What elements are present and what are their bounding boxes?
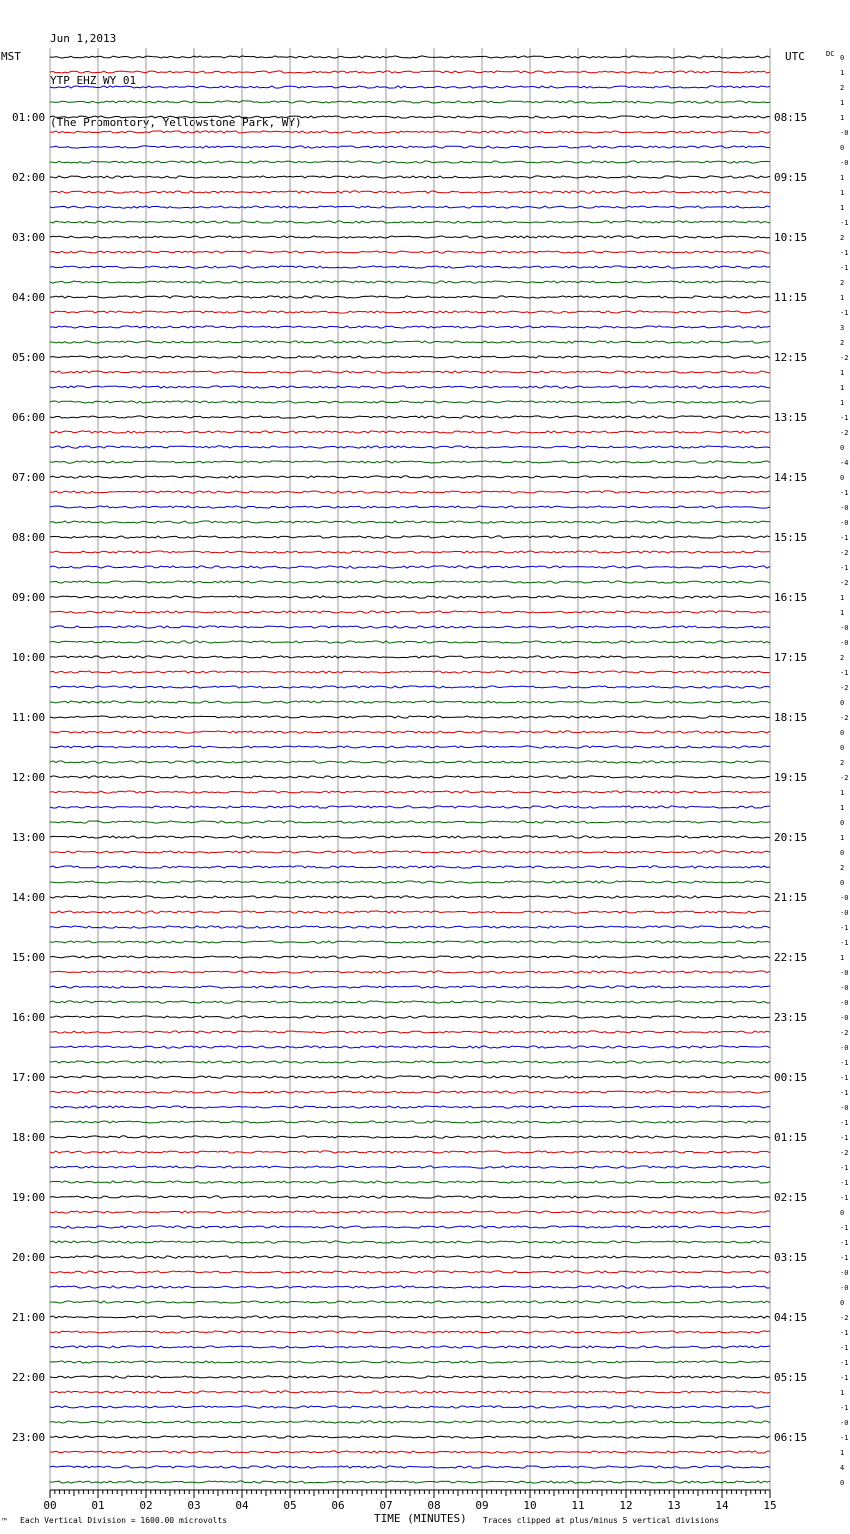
dc-value: 0 [840, 1209, 845, 1217]
dc-value: 1 [840, 174, 845, 182]
dc-value: -1 [840, 1359, 849, 1367]
dc-value: -0 [840, 969, 849, 977]
dc-value: -0 [840, 1014, 849, 1022]
dc-value: 2 [840, 759, 845, 767]
dc-value: -1 [840, 1344, 849, 1352]
dc-value: 0 [840, 1299, 845, 1307]
left-hour-label: 14:00 [12, 891, 46, 904]
dc-value: -1 [840, 264, 849, 272]
dc-value: -2 [840, 1029, 849, 1037]
trace-70 [50, 1106, 770, 1108]
trace-93 [50, 1451, 770, 1453]
corner-mark: ™ [2, 1517, 7, 1526]
x-axis-title: TIME (MINUTES) [374, 1512, 467, 1525]
right-hour-label: 20:15 [774, 831, 808, 844]
trace-59 [50, 941, 770, 943]
x-tick-label: 06 [331, 1499, 345, 1512]
trace-32 [50, 536, 770, 538]
dc-value: 0 [840, 54, 845, 62]
seismic-traces [50, 56, 770, 1483]
dc-value: 2 [840, 234, 845, 242]
left-timezone-label: MST [1, 50, 21, 63]
x-tick-label: 09 [475, 1499, 489, 1512]
dc-value: -1 [840, 1224, 849, 1232]
dc-value: -0 [840, 984, 849, 992]
trace-39 [50, 641, 770, 643]
trace-34 [50, 566, 770, 568]
time-axis [43, 1490, 776, 1512]
dc-value: -2 [840, 1149, 849, 1157]
dc-value: -1 [840, 1374, 849, 1382]
trace-17 [50, 311, 770, 313]
dc-value: -1 [840, 1119, 849, 1127]
trace-77 [50, 1211, 770, 1213]
dc-value: -1 [840, 1434, 849, 1442]
trace-56 [50, 896, 770, 898]
dc-value: -0 [840, 1044, 849, 1052]
trace-3 [50, 101, 770, 103]
trace-23 [50, 401, 770, 403]
x-tick-label: 11 [571, 1499, 585, 1512]
dc-value: 0 [840, 849, 845, 857]
trace-14 [50, 266, 770, 268]
trace-79 [50, 1241, 770, 1243]
trace-38 [50, 626, 770, 628]
trace-29 [50, 491, 770, 493]
dc-value: 0 [840, 744, 845, 752]
trace-80 [50, 1256, 770, 1258]
left-hour-label: 05:00 [12, 351, 46, 364]
dc-value: -2 [840, 354, 849, 362]
dc-value: 1 [840, 789, 845, 797]
dc-value: 0 [840, 144, 845, 152]
dc-value: -0 [840, 624, 849, 632]
dc-value: -1 [840, 669, 849, 677]
right-hour-label: 00:15 [774, 1071, 808, 1084]
dc-value: 2 [840, 84, 845, 92]
dc-value: 0 [840, 729, 845, 737]
trace-89 [50, 1391, 770, 1393]
dc-value: -1 [840, 1194, 849, 1202]
trace-68 [50, 1076, 770, 1078]
dc-value: -1 [840, 1239, 849, 1247]
trace-1 [50, 71, 770, 73]
dc-value: -1 [840, 1179, 849, 1187]
trace-82 [50, 1286, 770, 1288]
right-hour-label: 17:15 [774, 651, 808, 664]
trace-69 [50, 1091, 770, 1093]
trace-49 [50, 791, 770, 793]
dc-value: -1 [840, 219, 849, 227]
dc-value: -2 [840, 549, 849, 557]
dc-value: 0 [840, 879, 845, 887]
trace-25 [50, 431, 770, 433]
trace-40 [50, 656, 770, 658]
left-hour-label: 12:00 [12, 771, 46, 784]
trace-7 [50, 161, 770, 163]
right-hour-label: 08:15 [774, 111, 808, 124]
trace-35 [50, 581, 770, 583]
dc-value: -1 [840, 534, 849, 542]
left-hour-label: 21:00 [12, 1311, 46, 1324]
left-hour-label: 15:00 [12, 951, 46, 964]
right-hour-label: 19:15 [774, 771, 808, 784]
trace-28 [50, 476, 770, 478]
dc-value: -2 [840, 1314, 849, 1322]
trace-26 [50, 446, 770, 448]
dc-value: -1 [840, 1329, 849, 1337]
trace-8 [50, 176, 770, 178]
dc-value: 2 [840, 279, 845, 287]
trace-62 [50, 986, 770, 988]
dc-value: -0 [840, 159, 849, 167]
scale-note: Each Vertical Division = 1600.00 microvolts [20, 1516, 228, 1525]
dc-value: -1 [840, 1134, 849, 1142]
trace-51 [50, 821, 770, 823]
trace-0 [50, 56, 770, 58]
right-hour-label: 23:15 [774, 1011, 808, 1024]
dc-value: 0 [840, 699, 845, 707]
dc-value: 1 [840, 399, 845, 407]
trace-85 [50, 1331, 770, 1333]
dc-value: -2 [840, 429, 849, 437]
dc-value: 4 [840, 1464, 845, 1472]
right-hour-label: 13:15 [774, 411, 808, 424]
left-hour-label: 11:00 [12, 711, 46, 724]
trace-53 [50, 851, 770, 853]
dc-value: 0 [840, 474, 845, 482]
dc-value: -1 [840, 489, 849, 497]
x-tick-label: 07 [379, 1499, 393, 1512]
dc-value: -2 [840, 579, 849, 587]
dc-value: -0 [840, 1419, 849, 1427]
trace-33 [50, 551, 770, 553]
dc-value: -0 [840, 1269, 849, 1277]
trace-65 [50, 1031, 770, 1033]
trace-36 [50, 596, 770, 598]
dc-value: -1 [840, 939, 849, 947]
dc-value: 1 [840, 1389, 845, 1397]
trace-48 [50, 776, 770, 778]
left-hour-label: 10:00 [12, 651, 46, 664]
x-tick-label: 03 [187, 1499, 201, 1512]
dc-offset-column [826, 50, 848, 1487]
trace-44 [50, 716, 770, 718]
dc-value: 0 [840, 819, 845, 827]
trace-64 [50, 1016, 770, 1018]
dc-value: -1 [840, 309, 849, 317]
trace-30 [50, 506, 770, 508]
x-tick-label: 13 [667, 1499, 681, 1512]
right-hour-label: 04:15 [774, 1311, 808, 1324]
trace-37 [50, 611, 770, 613]
trace-81 [50, 1271, 770, 1273]
trace-18 [50, 326, 770, 328]
trace-21 [50, 371, 770, 373]
left-hour-label: 16:00 [12, 1011, 46, 1024]
left-hour-label: 13:00 [12, 831, 46, 844]
dc-value: 1 [840, 1449, 845, 1457]
dc-value: -1 [840, 924, 849, 932]
trace-52 [50, 836, 770, 838]
dc-value: -1 [840, 1074, 849, 1082]
right-timezone-label: UTC [785, 50, 805, 63]
right-hour-label: 14:15 [774, 471, 808, 484]
minute-gridlines [50, 48, 770, 1490]
trace-86 [50, 1346, 770, 1348]
dc-value: 1 [840, 189, 845, 197]
dc-value: -0 [840, 909, 849, 917]
dc-value: 2 [840, 654, 845, 662]
trace-13 [50, 251, 770, 253]
dc-value: 1 [840, 99, 845, 107]
right-hour-label: 22:15 [774, 951, 808, 964]
right-hour-label: 01:15 [774, 1131, 808, 1144]
trace-88 [50, 1376, 770, 1378]
dc-value: 3 [840, 324, 845, 332]
trace-58 [50, 926, 770, 928]
x-tick-label: 14 [715, 1499, 729, 1512]
left-hour-label: 01:00 [12, 111, 46, 124]
dc-value: 1 [840, 954, 845, 962]
trace-57 [50, 911, 770, 913]
trace-9 [50, 191, 770, 193]
dc-value: -1 [840, 564, 849, 572]
dc-value: -2 [840, 684, 849, 692]
right-hour-label: 18:15 [774, 711, 808, 724]
x-tick-label: 08 [427, 1499, 441, 1512]
dc-value: -1 [840, 1089, 849, 1097]
dc-value: 1 [840, 369, 845, 377]
trace-74 [50, 1166, 770, 1168]
x-tick-label: 10 [523, 1499, 537, 1512]
left-hour-label: 07:00 [12, 471, 46, 484]
clip-note: Traces clipped at plus/minus 5 vertical divisions [483, 1516, 720, 1525]
trace-46 [50, 746, 770, 748]
dc-value: 1 [840, 69, 845, 77]
location-label: (The Promontory, Yellowstone Park, WY) [50, 116, 302, 129]
dc-value: -1 [840, 1254, 849, 1262]
trace-6 [50, 146, 770, 148]
trace-55 [50, 881, 770, 883]
dc-value: -1 [840, 249, 849, 257]
right-hour-label: 15:15 [774, 531, 808, 544]
dc-value: -1 [840, 1404, 849, 1412]
right-hour-label: 06:15 [774, 1431, 808, 1444]
trace-2 [50, 86, 770, 88]
trace-90 [50, 1406, 770, 1408]
dc-value: 1 [840, 114, 845, 122]
trace-71 [50, 1121, 770, 1123]
right-hour-label: 02:15 [774, 1191, 808, 1204]
left-hour-label: 20:00 [12, 1251, 46, 1264]
dc-value: 1 [840, 804, 845, 812]
trace-24 [50, 416, 770, 418]
trace-20 [50, 356, 770, 358]
dc-value: -1 [840, 414, 849, 422]
trace-45 [50, 731, 770, 733]
right-hour-label: 12:15 [774, 351, 808, 364]
trace-19 [50, 341, 770, 343]
trace-94 [50, 1466, 770, 1468]
dc-value: 2 [840, 339, 845, 347]
trace-27 [50, 461, 770, 463]
left-hour-label: 08:00 [12, 531, 46, 544]
trace-75 [50, 1181, 770, 1183]
left-hour-label: 03:00 [12, 231, 46, 244]
left-hour-label: 09:00 [12, 591, 46, 604]
trace-92 [50, 1436, 770, 1438]
dc-value: -0 [840, 894, 849, 902]
x-tick-label: 05 [283, 1499, 297, 1512]
right-hour-label: 16:15 [774, 591, 808, 604]
trace-63 [50, 1001, 770, 1003]
right-hour-label: 05:15 [774, 1371, 808, 1384]
dc-value: -0 [840, 519, 849, 527]
dc-value: -2 [840, 774, 849, 782]
x-tick-label: 02 [139, 1499, 153, 1512]
trace-91 [50, 1421, 770, 1423]
dc-value: -2 [840, 714, 849, 722]
right-hour-label: 11:15 [774, 291, 808, 304]
dc-value: -0 [840, 504, 849, 512]
left-hour-label: 19:00 [12, 1191, 46, 1204]
dc-value: 2 [840, 864, 845, 872]
trace-10 [50, 206, 770, 208]
trace-22 [50, 386, 770, 388]
station-label: YTP EHZ WY 01 [50, 74, 137, 87]
trace-41 [50, 671, 770, 673]
dc-value: -0 [840, 129, 849, 137]
dc-value: -1 [840, 1059, 849, 1067]
trace-72 [50, 1136, 770, 1138]
trace-60 [50, 956, 770, 958]
trace-76 [50, 1196, 770, 1198]
dc-value: 1 [840, 204, 845, 212]
trace-4 [50, 116, 770, 118]
trace-16 [50, 296, 770, 298]
x-tick-label: 12 [619, 1499, 633, 1512]
left-hour-label: 18:00 [12, 1131, 46, 1144]
dc-value: 0 [840, 1479, 845, 1487]
trace-83 [50, 1301, 770, 1303]
left-hour-label: 06:00 [12, 411, 46, 424]
trace-54 [50, 866, 770, 868]
trace-50 [50, 806, 770, 808]
right-hour-label: 21:15 [774, 891, 808, 904]
trace-95 [50, 1481, 770, 1483]
dc-value: 0 [840, 444, 845, 452]
left-hour-label: 23:00 [12, 1431, 46, 1444]
trace-61 [50, 971, 770, 973]
right-hour-label: 09:15 [774, 171, 808, 184]
dc-value: -4 [840, 459, 849, 467]
dc-value: -0 [840, 999, 849, 1007]
dc-value: -0 [840, 1284, 849, 1292]
right-hour-label: 10:15 [774, 231, 808, 244]
dc-value: 1 [840, 384, 845, 392]
trace-67 [50, 1061, 770, 1063]
trace-5 [50, 131, 770, 133]
trace-11 [50, 221, 770, 223]
date-label: Jun 1,2013 [50, 32, 117, 45]
dc-value: -1 [840, 1164, 849, 1172]
x-tick-label: 01 [91, 1499, 105, 1512]
trace-87 [50, 1361, 770, 1363]
trace-66 [50, 1046, 770, 1048]
left-hour-label: 04:00 [12, 291, 46, 304]
left-hour-label: 17:00 [12, 1071, 46, 1084]
trace-43 [50, 701, 770, 703]
trace-73 [50, 1151, 770, 1153]
trace-84 [50, 1316, 770, 1318]
x-tick-label: 00 [43, 1499, 57, 1512]
trace-12 [50, 236, 770, 238]
dc-value: 1 [840, 594, 845, 602]
dc-value: 1 [840, 294, 845, 302]
x-tick-label: 15 [763, 1499, 777, 1512]
dc-value: -0 [840, 1104, 849, 1112]
dc-header-label: DC [826, 50, 835, 58]
trace-31 [50, 521, 770, 523]
trace-15 [50, 281, 770, 283]
trace-78 [50, 1226, 770, 1228]
x-tick-label: 04 [235, 1499, 249, 1512]
left-hour-label: 22:00 [12, 1371, 46, 1384]
dc-value: 1 [840, 834, 845, 842]
left-hour-label: 02:00 [12, 171, 46, 184]
right-hour-label: 03:15 [774, 1251, 808, 1264]
dc-value: 1 [840, 609, 845, 617]
dc-value: -0 [840, 639, 849, 647]
trace-47 [50, 761, 770, 763]
trace-42 [50, 686, 770, 688]
